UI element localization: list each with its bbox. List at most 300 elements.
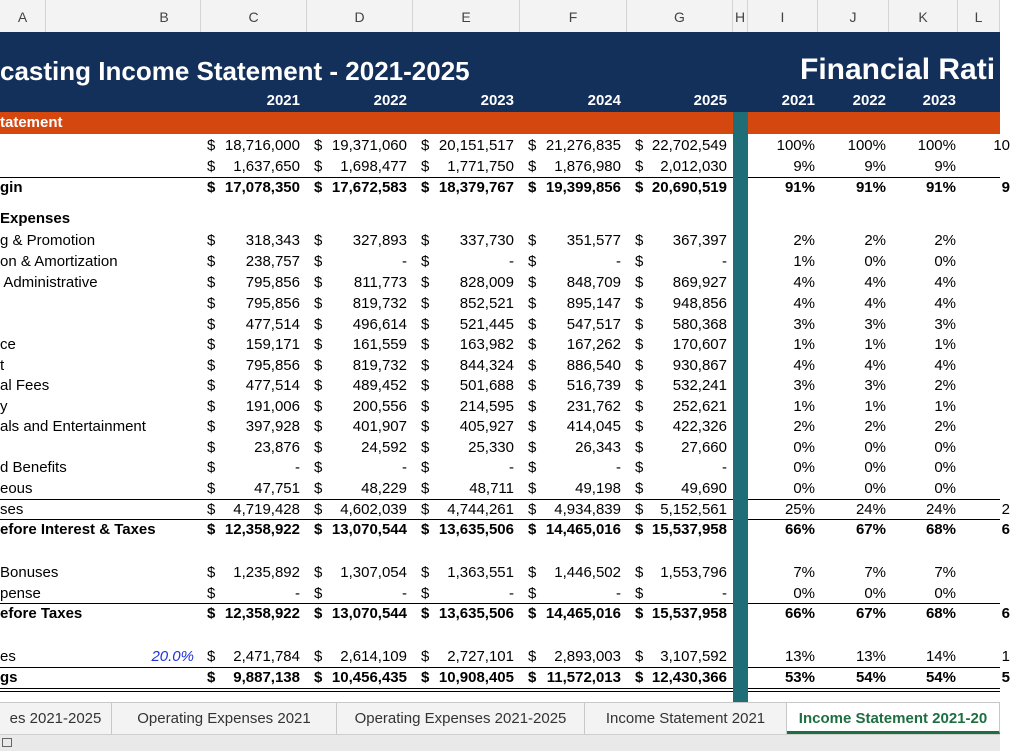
value-cell[interactable]: 401,907 xyxy=(352,418,407,435)
value-cell[interactable]: 489,452 xyxy=(352,377,407,394)
ratios-title: Financial Rati xyxy=(800,53,996,86)
ratio-cell[interactable]: 1 xyxy=(1001,648,1010,665)
value-cell[interactable]: 15,537,958 xyxy=(651,605,727,622)
sheet-tab[interactable]: Operating Expenses 2021 xyxy=(112,703,337,734)
column-header-f[interactable]: F xyxy=(520,0,627,32)
value-cell[interactable]: 17,672,583 xyxy=(331,179,407,196)
value-cell[interactable]: 422,326 xyxy=(672,418,727,435)
column-header-j[interactable]: J xyxy=(818,0,889,32)
ratio-cell[interactable]: 100% xyxy=(776,137,815,154)
ratio-cell[interactable]: 54% xyxy=(925,669,956,686)
ratio-cell[interactable]: 3% xyxy=(864,316,886,333)
value-cell[interactable]: 1,307,054 xyxy=(340,564,407,581)
currency-symbol: $ xyxy=(635,295,644,312)
row-label[interactable]: g & Promotion xyxy=(0,232,96,249)
column-header-b[interactable]: B xyxy=(128,0,201,32)
row-label[interactable]: Expenses xyxy=(0,210,71,227)
currency-symbol: $ xyxy=(635,585,644,602)
ratio-cell[interactable]: 9% xyxy=(793,158,815,175)
value-cell[interactable]: 19,399,856 xyxy=(545,179,621,196)
value-cell[interactable]: 2,727,101 xyxy=(447,648,514,665)
ratio-cell[interactable]: 13% xyxy=(784,648,815,665)
value-cell[interactable]: 12,430,366 xyxy=(651,669,727,686)
ratio-cell[interactable]: 2% xyxy=(934,418,956,435)
ratio-cell[interactable]: 6 xyxy=(1001,605,1010,622)
value-cell[interactable]: 20,690,519 xyxy=(651,179,727,196)
currency-symbol: $ xyxy=(421,439,430,456)
currency-symbol: $ xyxy=(528,357,537,374)
currency-symbol: $ xyxy=(635,439,644,456)
value-cell[interactable]: 3,107,592 xyxy=(660,648,727,665)
sheet-tab[interactable]: Operating Expenses 2021-2025 xyxy=(337,703,585,734)
value-cell[interactable]: 580,368 xyxy=(672,316,727,333)
value-cell[interactable]: 895,147 xyxy=(566,295,621,312)
row-label[interactable]: gs xyxy=(0,669,18,686)
value-cell[interactable]: 191,006 xyxy=(245,398,300,415)
value-cell[interactable]: - xyxy=(295,459,300,476)
value-cell[interactable]: 337,730 xyxy=(459,232,514,249)
value-cell[interactable]: 238,757 xyxy=(245,253,300,270)
ratio-cell[interactable]: 1% xyxy=(793,336,815,353)
value-cell[interactable]: 1,637,650 xyxy=(233,158,300,175)
ratio-cell[interactable]: 0% xyxy=(793,585,815,602)
table-row xyxy=(0,478,1000,499)
value-cell[interactable]: 819,732 xyxy=(352,357,407,374)
currency-symbol: $ xyxy=(635,232,644,249)
value-cell[interactable]: 327,893 xyxy=(352,232,407,249)
ratio-cell[interactable]: 2% xyxy=(934,232,956,249)
ratio-cell[interactable]: 0% xyxy=(793,480,815,497)
ratio-cell[interactable]: 66% xyxy=(784,521,815,538)
ratio-cell[interactable]: 1% xyxy=(864,336,886,353)
column-header-l[interactable]: L xyxy=(958,0,1000,32)
ratio-cell[interactable]: 9% xyxy=(934,158,956,175)
row-label[interactable]: ses xyxy=(0,501,24,518)
value-cell[interactable]: 2,471,784 xyxy=(233,648,300,665)
ratio-cell[interactable]: 0% xyxy=(934,585,956,602)
ratio-cell[interactable]: 7% xyxy=(864,564,886,581)
currency-symbol: $ xyxy=(207,585,216,602)
value-cell[interactable]: 19,371,060 xyxy=(331,137,407,154)
currency-symbol: $ xyxy=(314,669,323,686)
total-rule xyxy=(748,499,1000,500)
value-cell[interactable]: 886,540 xyxy=(566,357,621,374)
table-row xyxy=(0,457,1000,478)
currency-symbol: $ xyxy=(207,521,216,538)
value-cell[interactable]: - xyxy=(295,585,300,602)
value-cell[interactable]: 231,762 xyxy=(566,398,621,415)
total-rule xyxy=(0,177,733,178)
table-row xyxy=(0,293,1000,314)
ratio-cell[interactable]: 67% xyxy=(855,605,886,622)
value-cell[interactable]: 10,908,405 xyxy=(438,669,514,686)
row-label[interactable]: efore Interest & Taxes xyxy=(0,521,156,538)
currency-symbol: $ xyxy=(528,459,537,476)
ratio-cell[interactable]: 4% xyxy=(934,274,956,291)
value-cell[interactable]: 15,537,958 xyxy=(651,521,727,538)
total-rule xyxy=(0,603,733,604)
row-label[interactable]: als and Entertainment xyxy=(0,418,146,435)
value-cell[interactable]: 47,751 xyxy=(254,480,300,497)
table-row xyxy=(0,540,1000,561)
value-cell[interactable]: - xyxy=(402,459,407,476)
value-cell[interactable]: 501,688 xyxy=(459,377,514,394)
value-cell[interactable]: 397,928 xyxy=(245,418,300,435)
column-header-h[interactable]: H xyxy=(733,0,748,32)
currency-symbol: $ xyxy=(528,521,537,538)
value-cell[interactable]: 521,445 xyxy=(459,316,514,333)
value-cell[interactable]: 477,514 xyxy=(245,377,300,394)
row-label[interactable]: ce xyxy=(0,336,16,353)
ratio-cell[interactable]: 24% xyxy=(925,501,956,518)
value-cell[interactable]: 9,887,138 xyxy=(233,669,300,686)
row-label[interactable]: al Fees xyxy=(0,377,50,394)
value-cell[interactable]: 414,045 xyxy=(566,418,621,435)
ratio-cell[interactable]: 100% xyxy=(847,137,886,154)
currency-symbol: $ xyxy=(314,648,323,665)
currency-symbol: $ xyxy=(314,179,323,196)
ratio-cell[interactable]: 5 xyxy=(1001,669,1010,686)
currency-symbol: $ xyxy=(421,357,430,374)
value-cell[interactable]: 18,379,767 xyxy=(438,179,514,196)
ratio-cell[interactable]: 3% xyxy=(934,316,956,333)
value-cell[interactable]: 1,235,892 xyxy=(233,564,300,581)
value-cell[interactable]: 844,324 xyxy=(459,357,514,374)
ratio-cell[interactable]: 67% xyxy=(855,521,886,538)
ratio-cell[interactable]: 91% xyxy=(925,179,956,196)
value-cell[interactable]: 20,151,517 xyxy=(438,137,514,154)
currency-symbol: $ xyxy=(207,564,216,581)
value-cell[interactable]: 167,262 xyxy=(566,336,621,353)
value-cell[interactable]: 2,614,109 xyxy=(340,648,407,665)
currency-symbol: $ xyxy=(314,418,323,435)
row-label[interactable]: d Benefits xyxy=(0,459,67,476)
value-cell[interactable]: 795,856 xyxy=(245,357,300,374)
row-label[interactable]: gin xyxy=(0,179,23,196)
sheet-tab[interactable]: es 2021-2025 xyxy=(0,703,112,734)
value-cell[interactable]: 1,698,477 xyxy=(340,158,407,175)
table-row xyxy=(0,156,1000,177)
currency-symbol: $ xyxy=(635,521,644,538)
value-cell[interactable]: 532,241 xyxy=(672,377,727,394)
row-label[interactable]: pense xyxy=(0,585,41,602)
value-cell[interactable]: - xyxy=(402,585,407,602)
ratio-cell[interactable]: 0% xyxy=(864,439,886,456)
ratio-cell[interactable]: 1% xyxy=(793,398,815,415)
table-row xyxy=(0,646,1010,667)
value-cell[interactable]: 10,456,435 xyxy=(331,669,407,686)
ratio-cell[interactable]: 4% xyxy=(934,295,956,312)
ratio-cell[interactable]: 2% xyxy=(864,232,886,249)
ratio-cell[interactable]: 9 xyxy=(1001,179,1010,196)
currency-symbol: $ xyxy=(421,459,430,476)
ratio-cell[interactable]: 0% xyxy=(934,439,956,456)
ratio-cell[interactable]: 0% xyxy=(934,480,956,497)
ratio-cell[interactable]: 2% xyxy=(934,377,956,394)
value-cell[interactable]: 12,358,922 xyxy=(224,605,300,622)
currency-symbol: $ xyxy=(207,418,216,435)
row-label[interactable]: t xyxy=(0,357,5,374)
currency-symbol: $ xyxy=(528,336,537,353)
ratio-cell[interactable]: 68% xyxy=(925,521,956,538)
row-label[interactable]: y xyxy=(0,398,8,415)
value-cell[interactable]: 24,592 xyxy=(361,439,407,456)
row-label[interactable]: Administrative xyxy=(0,274,98,291)
value-cell[interactable]: 1,553,796 xyxy=(660,564,727,581)
ratio-cell[interactable]: 10 xyxy=(993,137,1010,154)
ratio-cell[interactable]: 0% xyxy=(864,585,886,602)
total-rule xyxy=(748,667,1000,668)
ratio-cell[interactable]: 1% xyxy=(934,336,956,353)
column-header-c[interactable]: C xyxy=(201,0,307,32)
currency-symbol: $ xyxy=(421,253,430,270)
sheet-tab[interactable]: Income Statement 2021 xyxy=(585,703,787,734)
ratios-section-bar xyxy=(748,112,1000,134)
value-cell[interactable]: - xyxy=(722,253,727,270)
table-row xyxy=(0,499,1010,520)
ratio-cell[interactable]: 0% xyxy=(793,439,815,456)
value-cell[interactable]: 25,330 xyxy=(468,439,514,456)
table-row xyxy=(0,667,1010,688)
currency-symbol: $ xyxy=(314,295,323,312)
value-cell[interactable]: 4,719,428 xyxy=(233,501,300,518)
value-cell[interactable]: 14,465,016 xyxy=(545,521,621,538)
value-cell[interactable]: - xyxy=(616,585,621,602)
column-header-a[interactable]: A xyxy=(0,0,46,32)
value-cell[interactable]: 1,446,502 xyxy=(554,564,621,581)
row-label[interactable]: Bonuses xyxy=(0,564,59,581)
currency-symbol: $ xyxy=(528,669,537,686)
currency-symbol: $ xyxy=(314,232,323,249)
currency-symbol: $ xyxy=(528,605,537,622)
row-label[interactable]: eous xyxy=(0,480,33,497)
value-cell[interactable]: 48,229 xyxy=(361,480,407,497)
ratio-cell[interactable]: 0% xyxy=(934,459,956,476)
ratio-cell[interactable]: 24% xyxy=(855,501,886,518)
ratio-cell[interactable]: 9% xyxy=(864,158,886,175)
currency-symbol: $ xyxy=(528,179,537,196)
ratio-cell[interactable]: 68% xyxy=(925,605,956,622)
ratio-cell[interactable]: 6 xyxy=(1001,521,1010,538)
table-row xyxy=(0,208,1000,229)
sheet-tab[interactable]: Income Statement 2021-20 xyxy=(787,703,1000,734)
column-header-e[interactable]: E xyxy=(413,0,520,32)
currency-symbol: $ xyxy=(528,158,537,175)
currency-symbol: $ xyxy=(207,336,216,353)
value-cell[interactable]: 49,198 xyxy=(575,480,621,497)
ratio-cell[interactable]: 4% xyxy=(793,295,815,312)
currency-symbol: $ xyxy=(314,377,323,394)
value-cell[interactable]: 1,771,750 xyxy=(447,158,514,175)
column-header-i[interactable]: I xyxy=(748,0,818,32)
value-cell[interactable]: - xyxy=(509,585,514,602)
currency-symbol: $ xyxy=(314,501,323,518)
currency-symbol: $ xyxy=(528,585,537,602)
value-cell[interactable]: 49,690 xyxy=(681,480,727,497)
ratio-cell[interactable]: 4% xyxy=(864,357,886,374)
currency-symbol: $ xyxy=(635,648,644,665)
value-cell[interactable]: 11,572,013 xyxy=(546,669,621,686)
column-header-k[interactable]: K xyxy=(889,0,958,32)
column-header-g[interactable]: G xyxy=(627,0,733,32)
row-label[interactable]: on & Amortization xyxy=(0,253,118,270)
value-cell[interactable]: 1,876,980 xyxy=(554,158,621,175)
ratio-cell[interactable]: 0% xyxy=(934,253,956,270)
ratio-cell[interactable]: 4% xyxy=(864,274,886,291)
value-cell[interactable]: 13,635,506 xyxy=(438,521,514,538)
currency-symbol: $ xyxy=(314,521,323,538)
value-cell[interactable]: 13,070,544 xyxy=(331,605,407,622)
ratio-cell[interactable]: 2% xyxy=(793,232,815,249)
value-cell[interactable]: 405,927 xyxy=(459,418,514,435)
value-cell[interactable]: 12,358,922 xyxy=(224,521,300,538)
ratio-cell[interactable]: 1% xyxy=(864,398,886,415)
ratio-cell[interactable]: 53% xyxy=(784,669,815,686)
ratio-cell[interactable]: 25% xyxy=(784,501,815,518)
value-cell[interactable]: 170,607 xyxy=(672,336,727,353)
value-cell[interactable]: 852,521 xyxy=(459,295,514,312)
ratio-cell[interactable]: 2% xyxy=(864,418,886,435)
ratio-cell[interactable]: 3% xyxy=(793,316,815,333)
currency-symbol: $ xyxy=(528,418,537,435)
value-cell[interactable]: 27,660 xyxy=(681,439,727,456)
currency-symbol: $ xyxy=(635,357,644,374)
value-cell[interactable]: 4,934,839 xyxy=(554,501,621,518)
currency-symbol: $ xyxy=(421,605,430,622)
currency-symbol: $ xyxy=(421,669,430,686)
value-cell[interactable]: 819,732 xyxy=(352,295,407,312)
ratio-cell[interactable]: 2% xyxy=(793,418,815,435)
year-header: 2021 xyxy=(266,92,300,109)
ratio-cell[interactable]: 4% xyxy=(934,357,956,374)
column-header-d[interactable]: D xyxy=(307,0,413,32)
value-cell[interactable]: - xyxy=(722,459,727,476)
value-cell[interactable]: 13,070,544 xyxy=(331,521,407,538)
currency-symbol: $ xyxy=(635,336,644,353)
value-cell[interactable]: 547,517 xyxy=(566,316,621,333)
value-cell[interactable]: 318,343 xyxy=(245,232,300,249)
ratio-cell[interactable]: 1% xyxy=(793,253,815,270)
ratio-cell[interactable]: 0% xyxy=(864,459,886,476)
value-cell[interactable]: 1,363,551 xyxy=(447,564,514,581)
currency-symbol: $ xyxy=(207,357,216,374)
value-cell[interactable]: 200,556 xyxy=(352,398,407,415)
ratio-cell[interactable]: 7% xyxy=(793,564,815,581)
value-cell[interactable]: - xyxy=(616,459,621,476)
ratio-cell[interactable]: 7% xyxy=(934,564,956,581)
ratio-cell[interactable]: 0% xyxy=(864,253,886,270)
value-cell[interactable]: 811,773 xyxy=(353,274,407,291)
currency-symbol: $ xyxy=(314,253,323,270)
currency-symbol: $ xyxy=(314,274,323,291)
value-cell[interactable]: 18,716,000 xyxy=(224,137,300,154)
ratio-cell[interactable]: 91% xyxy=(784,179,815,196)
row-label[interactable]: efore Taxes xyxy=(0,605,83,622)
ratio-cell[interactable]: 100% xyxy=(917,137,956,154)
currency-symbol: $ xyxy=(421,158,430,175)
value-cell[interactable]: - xyxy=(616,253,621,270)
value-cell[interactable]: 48,711 xyxy=(469,480,514,497)
table-row xyxy=(0,437,1000,458)
ratio-cell[interactable]: 0% xyxy=(864,480,886,497)
ratio-cell[interactable]: 4% xyxy=(793,357,815,374)
value-cell[interactable]: 795,856 xyxy=(245,295,300,312)
ratio-cell[interactable]: 1% xyxy=(934,398,956,415)
table-row xyxy=(0,135,1010,156)
table-row xyxy=(0,562,1000,583)
value-cell[interactable]: 516,739 xyxy=(566,377,621,394)
value-cell[interactable]: 161,559 xyxy=(352,336,407,353)
ratio-cell[interactable]: 0% xyxy=(793,459,815,476)
sheet-view-icon[interactable] xyxy=(2,738,12,747)
ratio-cell[interactable]: 3% xyxy=(793,377,815,394)
currency-symbol: $ xyxy=(314,336,323,353)
value-cell[interactable]: 21,276,835 xyxy=(545,137,621,154)
currency-symbol: $ xyxy=(314,398,323,415)
value-cell[interactable]: 159,171 xyxy=(245,336,300,353)
currency-symbol: $ xyxy=(421,418,430,435)
ratio-cell[interactable]: 13% xyxy=(855,648,886,665)
value-cell[interactable]: 163,982 xyxy=(459,336,514,353)
value-cell[interactable]: 795,856 xyxy=(245,274,300,291)
value-cell[interactable]: 13,635,506 xyxy=(438,605,514,622)
value-cell[interactable]: 23,876 xyxy=(254,439,300,456)
row-label[interactable]: es xyxy=(0,648,16,665)
value-cell[interactable]: 367,397 xyxy=(672,232,727,249)
tax-rate-input[interactable]: 20.0% xyxy=(151,648,194,665)
ratio-cell[interactable]: 2 xyxy=(1001,501,1010,518)
value-cell[interactable]: 496,614 xyxy=(352,316,407,333)
value-cell[interactable]: 930,867 xyxy=(672,357,727,374)
final-rule xyxy=(0,688,733,689)
value-cell[interactable]: 828,009 xyxy=(459,274,514,291)
total-rule xyxy=(0,519,733,520)
value-cell[interactable]: 848,709 xyxy=(566,274,621,291)
value-cell[interactable]: 869,927 xyxy=(672,274,727,291)
value-cell[interactable]: - xyxy=(722,585,727,602)
value-cell[interactable]: - xyxy=(509,253,514,270)
value-cell[interactable]: 4,744,261 xyxy=(447,501,514,518)
value-cell[interactable]: 948,856 xyxy=(672,295,727,312)
currency-symbol: $ xyxy=(528,564,537,581)
ratio-cell[interactable]: 3% xyxy=(864,377,886,394)
value-cell[interactable]: 2,893,003 xyxy=(554,648,621,665)
value-cell[interactable]: 17,078,350 xyxy=(224,179,300,196)
currency-symbol: $ xyxy=(528,137,537,154)
value-cell[interactable]: 214,595 xyxy=(459,398,514,415)
value-cell[interactable]: 2,012,030 xyxy=(660,158,727,175)
ratio-cell[interactable]: 91% xyxy=(855,179,886,196)
currency-symbol: $ xyxy=(421,585,430,602)
ratio-cell[interactable]: 14% xyxy=(925,648,956,665)
ratio-cell[interactable]: 4% xyxy=(793,274,815,291)
ratio-cell[interactable]: 4% xyxy=(864,295,886,312)
value-cell[interactable]: 252,621 xyxy=(672,398,727,415)
ratio-cell[interactable]: 54% xyxy=(855,669,886,686)
value-cell[interactable]: 477,514 xyxy=(245,316,300,333)
value-cell[interactable]: 4,602,039 xyxy=(340,501,407,518)
value-cell[interactable]: - xyxy=(402,253,407,270)
year-header: 2022 xyxy=(373,92,407,109)
ratio-cell[interactable]: 66% xyxy=(784,605,815,622)
value-cell[interactable]: 26,343 xyxy=(575,439,621,456)
value-cell[interactable]: 5,152,561 xyxy=(660,501,727,518)
value-cell[interactable]: 22,702,549 xyxy=(651,137,727,154)
value-cell[interactable]: 351,577 xyxy=(566,232,621,249)
value-cell[interactable]: 14,465,016 xyxy=(545,605,621,622)
currency-symbol: $ xyxy=(421,480,430,497)
value-cell[interactable]: - xyxy=(509,459,514,476)
